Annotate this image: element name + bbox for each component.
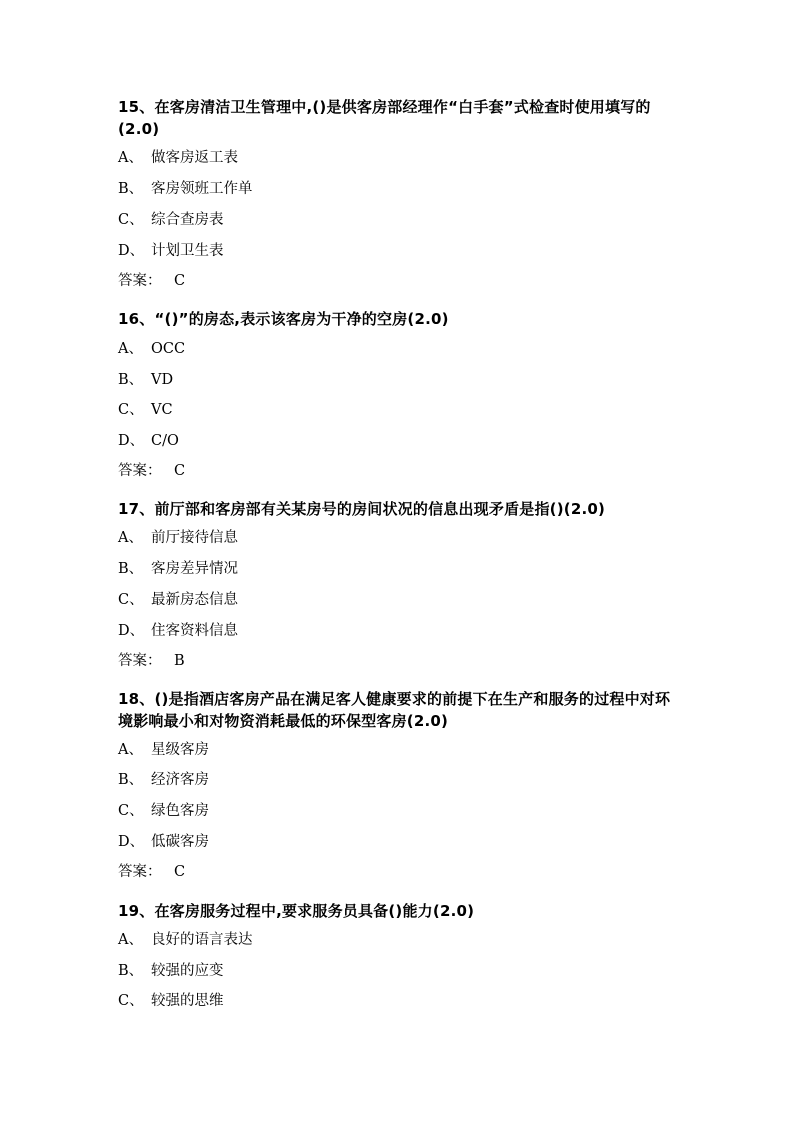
option-letter: B、 (118, 772, 144, 788)
question-stem: 17、前厅部和客房部有关某房号的房间状况的信息出现矛盾是指()(2.0) (118, 500, 606, 518)
option-b (118, 559, 238, 579)
option-c (118, 590, 238, 610)
option-text: 良好的语言表达 (151, 932, 253, 948)
answer-value: B (174, 653, 185, 669)
option-letter: C、 (118, 803, 144, 819)
option-b (118, 179, 253, 199)
option-text: VC (151, 402, 173, 418)
question-stem: 15、在客房清洁卫生管理中,()是供客房部经理作“白手套”式检查时使用填写的(2.0) (118, 98, 651, 138)
answer-label: 答案： (118, 273, 162, 289)
option-d (118, 241, 224, 261)
answer-value: C (174, 273, 186, 289)
option-c (118, 801, 209, 821)
option-letter: D、 (118, 623, 145, 639)
answer-line (118, 271, 185, 291)
option-text: 前厅接待信息 (151, 530, 238, 546)
question-15 (118, 96, 678, 289)
option-text: VD (151, 372, 174, 388)
option-a (118, 740, 209, 760)
question-16 (118, 308, 678, 479)
option-letter: C、 (118, 212, 144, 228)
option-text: 做客房返工表 (151, 150, 238, 166)
question-stem: 19、在客房服务过程中,要求服务员具备()能力(2.0) (118, 902, 475, 920)
option-text: 客房领班工作单 (151, 181, 253, 197)
option-letter: A、 (118, 932, 143, 948)
option-text: 综合查房表 (151, 212, 224, 228)
option-text: 最新房态信息 (151, 592, 238, 608)
option-a (118, 339, 185, 359)
option-d (118, 431, 179, 451)
option-b (118, 961, 224, 981)
option-a (118, 930, 253, 950)
option-letter: D、 (118, 243, 145, 259)
option-letter: D、 (118, 834, 145, 850)
option-d (118, 621, 238, 641)
option-letter: A、 (118, 341, 143, 357)
option-letter: B、 (118, 963, 144, 979)
answer-line (118, 461, 185, 481)
option-text: 客房差异情况 (151, 561, 238, 577)
option-letter: A、 (118, 150, 143, 166)
option-text: OCC (151, 341, 186, 357)
answer-value: C (174, 463, 186, 479)
option-text: 绿色客房 (151, 803, 209, 819)
answer-label: 答案： (118, 463, 162, 479)
question-17 (118, 498, 678, 669)
option-d (118, 832, 209, 852)
question-stem: 18、()是指酒店客房产品在满足客人健康要求的前提下在生产和服务的过程中对环境影响最小和对物资消耗最低的环保型客房(2.0) (118, 690, 671, 730)
option-a (118, 528, 238, 548)
option-text: 经济客房 (151, 772, 209, 788)
option-a (118, 148, 238, 168)
option-c (118, 400, 173, 420)
option-text: C/O (151, 433, 179, 449)
option-text: 低碳客房 (151, 834, 209, 850)
option-letter: C、 (118, 402, 144, 418)
option-text: 住客资料信息 (151, 623, 238, 639)
option-letter: A、 (118, 530, 143, 546)
option-text: 较强的应变 (151, 963, 224, 979)
option-letter: B、 (118, 181, 144, 197)
question-18 (118, 688, 678, 880)
option-letter: A、 (118, 742, 143, 758)
option-text: 星级客房 (151, 742, 209, 758)
option-letter: B、 (118, 372, 144, 388)
option-c (118, 210, 224, 230)
answer-line (118, 651, 185, 671)
question-stem: 16、“()”的房态,表示该客房为干净的空房(2.0) (118, 310, 449, 328)
option-letter: C、 (118, 592, 144, 608)
option-letter: C、 (118, 993, 144, 1009)
option-text: 较强的思维 (151, 993, 224, 1009)
option-letter: D、 (118, 433, 145, 449)
option-b (118, 370, 173, 390)
answer-line (118, 862, 185, 882)
option-letter: B、 (118, 561, 144, 577)
option-c (118, 991, 224, 1011)
answer-value: C (174, 864, 186, 880)
question-19 (118, 900, 678, 1009)
answer-label: 答案： (118, 653, 162, 669)
option-text: 计划卫生表 (151, 243, 224, 259)
option-b (118, 770, 209, 790)
answer-label: 答案： (118, 864, 162, 880)
